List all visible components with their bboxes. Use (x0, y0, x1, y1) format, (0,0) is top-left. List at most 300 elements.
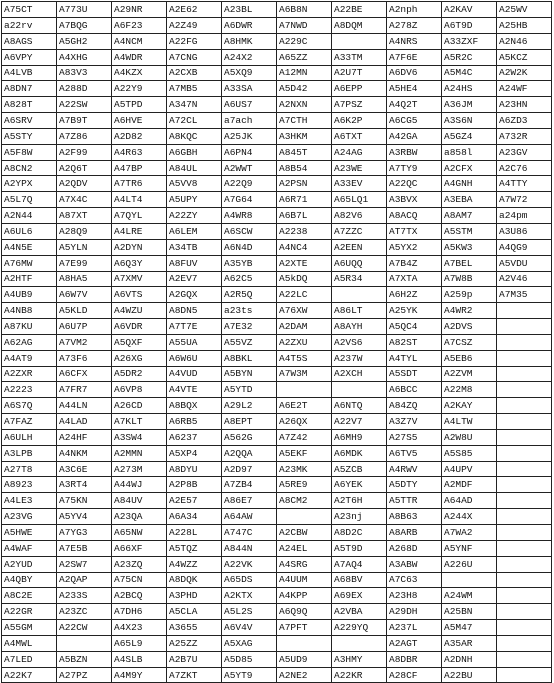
code-cell: A23MK (277, 461, 332, 477)
code-cell: A8923 (2, 477, 57, 493)
code-cell: A24HF (57, 429, 112, 445)
code-cell: A8AM7 (442, 208, 497, 224)
code-cell: A25BN (442, 604, 497, 620)
code-cell: A6VP8 (112, 382, 167, 398)
code-cell: A4SLB (112, 651, 167, 667)
code-cell (497, 303, 552, 319)
code-cell: A22K7 (2, 667, 57, 683)
code-cell: A4QG9 (497, 239, 552, 255)
code-cell: A8EPT (222, 414, 277, 430)
code-cell: A4SRG (277, 556, 332, 572)
code-cell: A8HA5 (57, 271, 112, 287)
code-cell (277, 382, 332, 398)
code-cell: A22KR (332, 667, 387, 683)
code-cell: A5KLD (57, 303, 112, 319)
code-cell: A2N44 (2, 208, 57, 224)
code-cell: A3RT4 (57, 477, 112, 493)
code-cell: A4TTY (497, 176, 552, 192)
code-cell: A3655 (167, 620, 222, 636)
code-cell: A5EB6 (442, 350, 497, 366)
code-cell: A6VPY (2, 49, 57, 65)
code-cell: A7FAZ (2, 414, 57, 430)
code-cell: A2F99 (57, 144, 112, 160)
code-cell: A62C5 (222, 271, 277, 287)
code-cell: A347N (167, 97, 222, 113)
code-cell: A4WAF (2, 540, 57, 556)
code-cell: A8B63 (387, 509, 442, 525)
code-cell: A83V3 (57, 65, 112, 81)
code-cell: A7DH6 (112, 604, 167, 620)
code-cell: A4NRS (387, 33, 442, 49)
code-cell: A22FG (167, 33, 222, 49)
code-cell: A29NR (112, 2, 167, 18)
code-cell: A8HMK (222, 33, 277, 49)
table-row (2, 144, 552, 160)
code-cell: A6ULH (2, 429, 57, 445)
code-cell (497, 651, 552, 667)
code-cell: A2KAY (442, 398, 497, 414)
code-cell: A2ZXR (2, 366, 57, 382)
code-cell: A4WR2 (442, 303, 497, 319)
code-cell (57, 635, 112, 651)
code-cell: A2DYN (112, 239, 167, 255)
code-cell: A2KAV (442, 2, 497, 18)
code-cell: A2ZVM (442, 366, 497, 382)
code-cell: A7T7E (167, 319, 222, 335)
code-cell: A6ZD3 (497, 113, 552, 129)
code-cell: A44LN (57, 398, 112, 414)
code-cell: A237L (387, 620, 442, 636)
code-cell: A65LQ1 (332, 192, 387, 208)
table-row (2, 255, 552, 271)
code-cell (497, 525, 552, 541)
code-cell: A6T9D (442, 18, 497, 34)
code-cell: A5kDQ (277, 271, 332, 287)
code-cell: A26XG (112, 350, 167, 366)
code-cell: A2QQA (222, 445, 277, 461)
table-row (2, 2, 552, 18)
code-cell: A8AGS (2, 33, 57, 49)
code-cell: A5UD9 (277, 651, 332, 667)
code-cell: A2HTF (2, 271, 57, 287)
code-cell: A2E62 (167, 2, 222, 18)
code-cell: A5HWE (2, 525, 57, 541)
code-cell: A5M4C (442, 65, 497, 81)
code-cell: A65ZZ (277, 49, 332, 65)
code-cell: A24X2 (222, 49, 277, 65)
code-cell: A2D97 (222, 461, 277, 477)
code-cell: A5HE4 (387, 81, 442, 97)
code-cell: A226U (442, 556, 497, 572)
code-cell: A2ZXU (277, 334, 332, 350)
code-cell: a7ach (222, 113, 277, 129)
code-cell: A25ZZ (167, 635, 222, 651)
code-cell: A3Z7V (387, 414, 442, 430)
code-cell (497, 414, 552, 430)
code-cell: A229C (277, 33, 332, 49)
code-cell: A4LTW (442, 414, 497, 430)
code-cell: A8ARB (387, 525, 442, 541)
code-cell: A6U7P (57, 319, 112, 335)
code-cell: A5L7Q (2, 192, 57, 208)
code-cell: A23BL (222, 2, 277, 18)
code-cell: A87KU (2, 319, 57, 335)
code-cell: A6Q9Q (277, 604, 332, 620)
code-cell: A5QC4 (387, 319, 442, 335)
code-cell: A8D2C (332, 525, 387, 541)
code-cell: A6W6U (167, 350, 222, 366)
code-cell: A2E57 (167, 493, 222, 509)
code-cell (277, 635, 332, 651)
code-cell: A22BU (442, 667, 497, 683)
code-cell: A6PN4 (222, 144, 277, 160)
code-cell: A5TPD (112, 97, 167, 113)
code-cell: A4N5E (2, 239, 57, 255)
code-cell: A2YPX (2, 176, 57, 192)
code-cell: A228L (167, 525, 222, 541)
code-cell: A5D42 (277, 81, 332, 97)
code-cell: A273M (112, 461, 167, 477)
code-cell: A7E5B (57, 540, 112, 556)
code-cell: A69EX (332, 588, 387, 604)
code-cell: A22M8 (442, 382, 497, 398)
code-cell (497, 477, 552, 493)
code-cell: A845T (277, 144, 332, 160)
code-cell: A4VTE (167, 382, 222, 398)
code-cell (497, 635, 552, 651)
code-cell: A4NKM (57, 445, 112, 461)
code-cell: A65DS (222, 572, 277, 588)
code-cell: A7W8B (442, 271, 497, 287)
code-cell: A3PHD (167, 588, 222, 604)
code-cell: A2NE2 (277, 667, 332, 683)
code-cell: A5XQ9 (222, 65, 277, 81)
code-cell: A5YLN (57, 239, 112, 255)
code-cell: A26QX (277, 414, 332, 430)
code-cell (497, 429, 552, 445)
table-row (2, 303, 552, 319)
code-cell (497, 572, 552, 588)
table-row (2, 350, 552, 366)
table-row (2, 271, 552, 287)
code-cell: A6K2P (332, 113, 387, 129)
code-cell: A87XT (57, 208, 112, 224)
code-cell: A23ZQ (112, 556, 167, 572)
code-cell: A3HKM (277, 128, 332, 144)
code-cell: A7CNG (167, 49, 222, 65)
code-cell: A5D85 (222, 651, 277, 667)
code-cell: A7BQG (57, 18, 112, 34)
code-cell: A4WZU (112, 303, 167, 319)
code-cell: A5TQZ (167, 540, 222, 556)
code-cell: A8CN2 (2, 160, 57, 176)
code-cell: A6VTS (112, 287, 167, 303)
code-cell: A8DQM (332, 18, 387, 34)
code-cell: A2P8B (167, 477, 222, 493)
code-cell: A7E32 (222, 319, 277, 335)
code-cell: a858l (442, 144, 497, 160)
code-cell: A5BYN (222, 366, 277, 382)
code-cell: A84UV (112, 493, 167, 509)
code-cell: A22CW (57, 620, 112, 636)
code-cell: A68BV (332, 572, 387, 588)
table-row (2, 445, 552, 461)
code-cell: a23ts (222, 303, 277, 319)
code-cell: A4UUM (277, 572, 332, 588)
table-row (2, 319, 552, 335)
table-row (2, 556, 552, 572)
table-row (2, 65, 552, 81)
code-cell: A7TR6 (112, 176, 167, 192)
code-cell: A55VZ (222, 334, 277, 350)
code-cell: A2W2K (497, 65, 552, 81)
table-row (2, 192, 552, 208)
table-row (2, 239, 552, 255)
code-cell: A8BQX (167, 398, 222, 414)
code-cell: A2DAM (277, 319, 332, 335)
table-row (2, 128, 552, 144)
code-cell (497, 493, 552, 509)
code-cell: A2223 (2, 382, 57, 398)
code-cell: A5YX2 (387, 239, 442, 255)
code-cell: A5CLA (167, 604, 222, 620)
table-row (2, 572, 552, 588)
code-cell: A5T9D (332, 540, 387, 556)
table-row (2, 287, 552, 303)
table-row (2, 18, 552, 34)
code-cell: A5BZN (57, 651, 112, 667)
code-cell: A36JM (442, 97, 497, 113)
code-cell: A7PSZ (332, 97, 387, 113)
code-cell: A2PSN (277, 176, 332, 192)
code-cell: A8DN7 (2, 81, 57, 97)
code-cell: A288D (57, 81, 112, 97)
code-cell: A4T5S (277, 350, 332, 366)
code-cell: A7FR7 (57, 382, 112, 398)
code-cell: A237W (332, 350, 387, 366)
code-cell: A28CF (387, 667, 442, 683)
code-cell: A2MMN (112, 445, 167, 461)
code-cell: A6EPP (332, 81, 387, 97)
code-cell (497, 382, 552, 398)
code-cell: A5YT9 (222, 667, 277, 683)
code-cell: A7MB5 (167, 81, 222, 97)
code-cell: A22GR (2, 604, 57, 620)
code-cell: A25WV (497, 2, 552, 18)
code-cell: A4GNH (442, 176, 497, 192)
code-cell: A8C2E (2, 588, 57, 604)
code-cell: A6UL6 (2, 223, 57, 239)
code-cell: A5DTY (387, 477, 442, 493)
code-cell: A6UQQ (332, 255, 387, 271)
code-cell: A23GV (497, 144, 552, 160)
code-cell: A278Z (387, 18, 442, 34)
code-cell: A747C (222, 525, 277, 541)
code-cell: A5VV8 (167, 176, 222, 192)
code-cell: A25YK (387, 303, 442, 319)
code-cell: A2VBA (332, 604, 387, 620)
code-cell: A4R63 (112, 144, 167, 160)
code-cell: A42GA (387, 128, 442, 144)
code-cell: A7ZZC (332, 223, 387, 239)
code-cell: A3LPB (2, 445, 57, 461)
code-cell: A24WF (497, 81, 552, 97)
code-cell: A2WWT (222, 160, 277, 176)
code-cell: A12MN (277, 65, 332, 81)
code-cell: A4LVB (2, 65, 57, 81)
code-cell: A6B7L (277, 208, 332, 224)
code-cell: A7X4C (57, 192, 112, 208)
code-cell (497, 350, 552, 366)
code-cell: A33SA (222, 81, 277, 97)
code-cell (442, 572, 497, 588)
code-cell: A29DH (387, 604, 442, 620)
code-cell: A7CTH (277, 113, 332, 129)
code-cell (497, 588, 552, 604)
code-cell: A23QA (112, 509, 167, 525)
code-cell: A7PFT (277, 620, 332, 636)
code-cell: A3RBW (387, 144, 442, 160)
table-row (2, 667, 552, 683)
code-cell: A34TB (167, 239, 222, 255)
code-cell: A7B9T (57, 113, 112, 129)
code-cell: A6CFX (57, 366, 112, 382)
code-cell: A7F6E (387, 49, 442, 65)
code-cell: A5VDU (497, 255, 552, 271)
code-cell: A4NB8 (2, 303, 57, 319)
code-cell: A23nj (332, 509, 387, 525)
table-row (2, 525, 552, 541)
code-cell: A8DYU (167, 461, 222, 477)
code-cell: A3ABW (387, 556, 442, 572)
code-cell: A64AW (222, 509, 277, 525)
code-cell: A84ZQ (387, 398, 442, 414)
code-cell: A86E7 (222, 493, 277, 509)
code-cell: A268D (387, 540, 442, 556)
code-cell: A4WR8 (222, 208, 277, 224)
code-cell: A7ZB4 (222, 477, 277, 493)
code-cell: A22VK (222, 556, 277, 572)
table-row (2, 366, 552, 382)
code-cell: A2V46 (497, 271, 552, 287)
code-cell: A4UB9 (2, 287, 57, 303)
code-cell: A4LT4 (112, 192, 167, 208)
code-cell: A24HS (442, 81, 497, 97)
code-cell: A7BEL (442, 255, 497, 271)
code-cell: A5L2S (222, 604, 277, 620)
code-cell: A4AT9 (2, 350, 57, 366)
code-cell: A5M47 (442, 620, 497, 636)
code-cell: A22ZY (167, 208, 222, 224)
code-cell: A23ZC (57, 604, 112, 620)
code-cell: A4RWV (387, 461, 442, 477)
code-cell: A7M35 (497, 287, 552, 303)
code-cell: A2BCQ (112, 588, 167, 604)
table-row (2, 208, 552, 224)
code-cell: A6MDK (332, 445, 387, 461)
table-row (2, 429, 552, 445)
code-cell: A6LEM (167, 223, 222, 239)
code-cell: A233S (57, 588, 112, 604)
code-cell: A75CT (2, 2, 57, 18)
code-cell: A8DN5 (167, 303, 222, 319)
code-cell: A4LRE (112, 223, 167, 239)
code-cell: A8ACQ (387, 208, 442, 224)
code-cell: A7XMV (112, 271, 167, 287)
code-cell (497, 540, 552, 556)
code-cell: A86LT (332, 303, 387, 319)
table-row (2, 604, 552, 620)
code-cell: A6DWR (222, 18, 277, 34)
code-cell: A22Q9 (222, 176, 277, 192)
code-cell: A8FUV (167, 255, 222, 271)
code-cell: A3EBA (442, 192, 497, 208)
code-cell: A562G (222, 429, 277, 445)
code-cell: A22BE (332, 2, 387, 18)
code-cell: A6CG5 (387, 113, 442, 129)
table-row (2, 588, 552, 604)
code-cell: A23HN (497, 97, 552, 113)
code-cell: A82ST (387, 334, 442, 350)
code-cell: A4Q2T (387, 97, 442, 113)
code-cell: A4LAD (57, 414, 112, 430)
code-cell: A8BKL (222, 350, 277, 366)
code-cell: A4MWL (2, 635, 57, 651)
code-cell: A2DNH (442, 651, 497, 667)
code-cell: A2T6H (332, 493, 387, 509)
code-cell: A244X (442, 509, 497, 525)
code-cell: A7W72 (497, 192, 552, 208)
code-cell: A27S5 (387, 429, 442, 445)
code-cell: A2Z49 (167, 18, 222, 34)
code-cell: A3S6N (442, 113, 497, 129)
code-cell: A5GH2 (57, 33, 112, 49)
table-row (2, 651, 552, 667)
code-cell: A2MDF (442, 477, 497, 493)
code-cell: A2QAP (57, 572, 112, 588)
code-cell: A6V4V (222, 620, 277, 636)
code-cell: A2CFX (442, 160, 497, 176)
code-cell: A5F8W (2, 144, 57, 160)
code-cell: A4WZZ (167, 556, 222, 572)
code-cell: A2SW7 (57, 556, 112, 572)
code-cell: A2C76 (497, 160, 552, 176)
code-cell: A6GBH (167, 144, 222, 160)
code-cell: A844N (222, 540, 277, 556)
code-cell: A27PZ (57, 667, 112, 683)
code-cell: A55UA (167, 334, 222, 350)
code-cell: A5KCZ (497, 49, 552, 65)
table-row (2, 334, 552, 350)
code-cell: A5UPY (167, 192, 222, 208)
code-cell: A6TV5 (387, 445, 442, 461)
code-cell: AT7TX (387, 223, 442, 239)
code-cell: A2CBW (277, 525, 332, 541)
table-row (2, 461, 552, 477)
code-cell: A8AYH (332, 319, 387, 335)
code-cell: A75CN (112, 572, 167, 588)
code-cell (332, 635, 387, 651)
table-row (2, 477, 552, 493)
code-cell: A6VDR (112, 319, 167, 335)
code-cell: A2DVS (442, 319, 497, 335)
code-cell: A2N46 (497, 33, 552, 49)
code-cell: A6TXT (332, 128, 387, 144)
code-cell: A3SW4 (112, 429, 167, 445)
code-cell: A2CXB (167, 65, 222, 81)
code-cell: A65L9 (112, 635, 167, 651)
code-cell: A4KPP (277, 588, 332, 604)
